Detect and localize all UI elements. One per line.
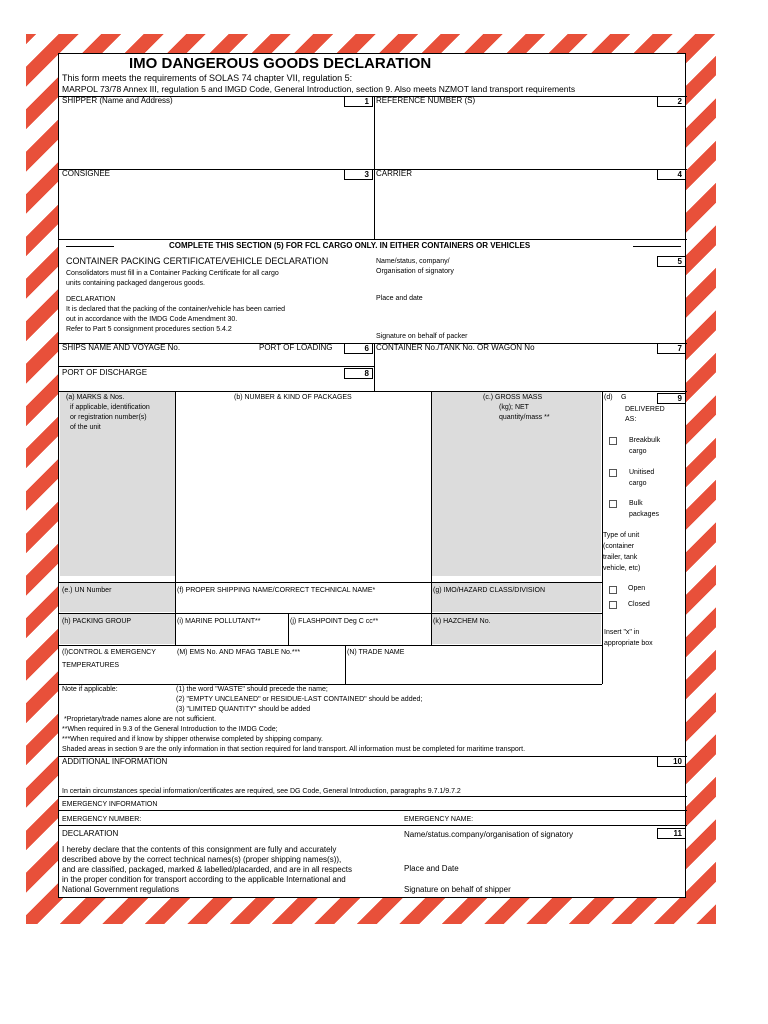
name-status-label: Organisation of signatory xyxy=(376,268,454,275)
cpc-declaration-label: DECLARATION xyxy=(66,296,116,303)
box-number: 5 xyxy=(657,256,686,267)
delivered-label: AS: xyxy=(625,416,637,423)
reference-label: REFERENCE NUMBER (S) xyxy=(376,96,476,105)
bulk-label: Bulk xyxy=(629,500,643,507)
box-number: 4 xyxy=(657,169,686,180)
type-unit-label: vehicle, etc) xyxy=(603,565,641,572)
unitised-checkbox[interactable] xyxy=(609,469,617,477)
cpc-note: units containing packaged dangerous goods. xyxy=(66,280,205,287)
emergency-name-label: EMERGENCY NAME: xyxy=(404,816,474,823)
marks-label: of the unit xyxy=(70,424,101,431)
marine-pollutant-label: (i) MARINE POLLUTANT** xyxy=(177,618,261,625)
emergency-info-label: EMERGENCY INFORMATION xyxy=(62,801,158,808)
additional-info-label: ADDITIONAL INFORMATION xyxy=(62,757,168,766)
fcl-heading: COMPLETE THIS SECTION (5) FOR FCL CARGO ONLY. IN EITHER CONTAINERS OR VEHICLES xyxy=(169,241,531,250)
port-loading-label: PORT OF LOADING xyxy=(259,343,333,352)
cpc-note: Consolidators must fill in a Container Packing Certificate for all cargo xyxy=(66,270,279,277)
type-unit-label: (container xyxy=(603,543,635,550)
form-title: IMO DANGEROUS GOODS DECLARATION xyxy=(129,55,432,72)
unitised-label: Unitised xyxy=(629,469,655,476)
box-number: 11 xyxy=(657,828,686,839)
flashpoint-label: (j) FLASHPOINT Deg C cc** xyxy=(290,618,379,625)
packing-group-label: (h) PACKING GROUP xyxy=(62,618,132,625)
footnote: Shaded areas in section 9 are the only information in that section required for land transport. All information must be completed for maritime transport. xyxy=(62,746,526,753)
name-status-label: Name/status, company/ xyxy=(376,258,450,265)
breakbulk-checkbox[interactable] xyxy=(609,437,617,445)
box-number: 9 xyxy=(657,393,686,404)
shipping-name-label: (f) PROPER SHIPPING NAME/CORRECT TECHNICAL NAME* xyxy=(177,587,376,594)
signatory-name-label: Name/status.company/organisation of signatory xyxy=(404,830,573,839)
breakbulk-label: cargo xyxy=(629,448,647,455)
bulk-checkbox[interactable] xyxy=(609,500,617,508)
type-unit-label: trailer, tank xyxy=(603,554,638,561)
declaration-text: and are classified, packaged, marked & labelled/placarded, and are in all respects xyxy=(62,865,352,874)
place-date-label: Place and date xyxy=(376,295,423,302)
control-temp-label: TEMPERATURES xyxy=(62,662,120,669)
box-number: 10 xyxy=(657,756,686,767)
un-number-label: (e.) UN Number xyxy=(62,587,112,594)
marks-label: or registration number(s) xyxy=(70,414,147,421)
gross-mass-label: quantity/mass ** xyxy=(499,414,550,421)
control-temp-label: (l)CONTROL & EMERGENCY xyxy=(62,649,156,656)
delivered-label: G xyxy=(621,394,627,401)
footnote: **When required in 9.3 of the General Introduction to the IMDG Code; xyxy=(62,726,278,733)
ships-name-label: SHIPS NAME AND VOYAGE No. xyxy=(62,343,181,352)
cpc-declaration-text: It is declared that the packing of the container/vehicle has been carried xyxy=(66,306,286,313)
declaration-text: in the proper condition for transport according to the applicable International and xyxy=(62,875,346,884)
imo-class-label: (g) IMO/HAZARD CLASS/DIVISION xyxy=(433,587,546,594)
intro-line: MARPOL 73/78 Annex III, regulation 5 and IMGD Code, General Introduction, section 9. Also meets NZMOT land transport requirements xyxy=(62,84,576,94)
intro-line: This form meets the requirements of SOLAS 74 chapter VII, regulation 5: xyxy=(62,73,353,83)
delivered-label: (d) xyxy=(604,394,613,401)
box-number: 7 xyxy=(657,343,686,354)
breakbulk-label: Breakbulk xyxy=(629,437,661,444)
circumstances-note: In certain circumstances special information/certificates are required, see DG Code, General Introduction, paragraphs 9.7.1/9.7.2 xyxy=(62,788,461,795)
unitised-label: cargo xyxy=(629,480,647,487)
cpc-declaration-text: out in accordance with the IMDG Code Amendment 30. xyxy=(66,316,238,323)
insert-x-note: Insert "x" in xyxy=(604,629,640,636)
shipper-label: SHIPPER (Name and Address) xyxy=(62,96,173,105)
closed-label: Closed xyxy=(628,601,650,608)
cpc-declaration-text: Refer to Part 5 consignment procedures section 5.4.2 xyxy=(66,326,232,333)
open-checkbox[interactable] xyxy=(609,586,617,594)
declaration-text: described above by the correct technical names(s) (proper shipping names(s)), xyxy=(62,855,342,864)
note-item: (2) "EMPTY UNCLEANED" or RESIDUE-LAST CONTAINED" should be added; xyxy=(176,696,423,703)
bulk-label: packages xyxy=(629,511,659,518)
declaration-label: DECLARATION xyxy=(62,829,119,838)
box-number: 8 xyxy=(344,368,373,379)
port-discharge-label: PORT OF DISCHARGE xyxy=(62,368,148,377)
box-number: 6 xyxy=(344,343,373,354)
consignee-label: CONSIGNEE xyxy=(62,169,111,178)
carrier-field[interactable] xyxy=(376,183,682,237)
consignee-field[interactable] xyxy=(62,183,368,237)
declaration-text: National Government regulations xyxy=(62,885,179,894)
gross-mass-label: (kg); NET xyxy=(499,404,529,411)
place-date-label: Place and Date xyxy=(404,864,459,873)
packer-signature-label: Signature on behalf of packer xyxy=(376,333,468,340)
footnote: ***When required and if know by shipper otherwise completed by shipping company. xyxy=(62,736,323,743)
dangerous-goods-form xyxy=(58,53,686,898)
open-label: Open xyxy=(628,585,646,592)
footnote: *Proprietary/trade names alone are not sufficient. xyxy=(64,716,217,723)
ems-label: (M) EMS No. AND MFAG TABLE No.*** xyxy=(177,649,301,656)
box-number: 3 xyxy=(344,169,373,180)
cpc-title: CONTAINER PACKING CERTIFICATE/VEHICLE DECLARATION xyxy=(66,256,329,266)
note-item: (1) the word "WASTE" should precede the name; xyxy=(176,686,328,693)
trade-name-label: (N) TRADE NAME xyxy=(347,649,405,656)
carrier-label: CARRIER xyxy=(376,169,413,178)
gross-mass-label: (c.) GROSS MASS xyxy=(483,394,543,401)
delivered-label: DELIVERED xyxy=(625,406,665,413)
declaration-text: I hereby declare that the contents of this consignment are fully and accurately xyxy=(62,845,337,854)
closed-checkbox[interactable] xyxy=(609,601,617,609)
hazchem-label: (k) HAZCHEM No. xyxy=(433,618,491,625)
reference-field[interactable] xyxy=(376,110,682,166)
container-no-label: CONTAINER No./TANK No. OR WAGON No xyxy=(376,343,535,352)
shipper-field[interactable] xyxy=(62,110,368,166)
box-number: 1 xyxy=(344,96,373,107)
note-applicable: Note if applicable: xyxy=(62,686,118,693)
emergency-number-label: EMERGENCY NUMBER: xyxy=(62,816,142,823)
box-number: 2 xyxy=(657,96,686,107)
marks-label: if applicable, identification xyxy=(70,404,150,411)
type-unit-label: Type of unit xyxy=(603,532,640,539)
marks-label: (a) MARKS & Nos. xyxy=(66,394,125,401)
insert-x-note: appropriate box xyxy=(604,640,653,647)
shipper-signature-label: Signature on behalf of shipper xyxy=(404,885,511,894)
packages-label: (b) NUMBER & KIND OF PACKAGES xyxy=(234,394,352,401)
note-item: (3) "LIMITED QUANTITY" should be added xyxy=(176,706,311,713)
